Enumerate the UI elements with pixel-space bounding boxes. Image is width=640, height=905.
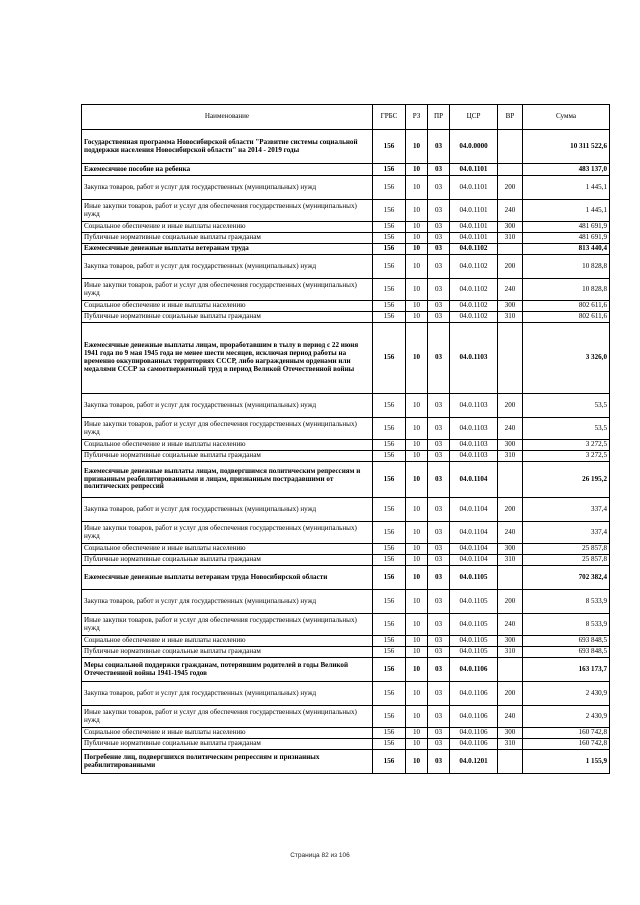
cell-csr: 04.0.1201 — [450, 750, 498, 774]
table-row — [82, 255, 610, 279]
cell-pr: 03 — [428, 706, 450, 728]
cell-name: Социальное обеспечение и иные выплаты населению — [82, 544, 373, 555]
table-header-row — [82, 105, 610, 130]
cell-sum: 481 691,9 — [523, 233, 610, 244]
cell-sum: 10 828,8 — [523, 279, 610, 301]
cell-sum: 26 195,2 — [523, 462, 610, 498]
cell-csr: 04.0.1102 — [450, 312, 498, 323]
table-row — [82, 739, 610, 750]
cell-vr: 310 — [498, 451, 523, 462]
cell-pr: 03 — [428, 255, 450, 279]
cell-sum: 160 742,8 — [523, 739, 610, 750]
cell-grbs: 156 — [373, 301, 406, 312]
cell-sum: 163 173,7 — [523, 658, 610, 682]
cell-sum: 2 430,9 — [523, 682, 610, 706]
cell-csr: 04.0.1102 — [450, 301, 498, 312]
table-row — [82, 462, 610, 498]
cell-rz: 10 — [406, 566, 428, 590]
table-row — [82, 555, 610, 566]
cell-csr: 04.0.1102 — [450, 244, 498, 255]
cell-pr: 03 — [428, 498, 450, 522]
cell-csr: 04.0.1101 — [450, 176, 498, 200]
cell-rz: 10 — [406, 222, 428, 233]
cell-grbs: 156 — [373, 739, 406, 750]
cell-name: Ежемесячные денежные выплаты ветеранам труда Новосибирской области — [82, 566, 373, 590]
cell-pr: 03 — [428, 279, 450, 301]
table-row — [82, 750, 610, 774]
cell-rz: 10 — [406, 636, 428, 647]
cell-pr: 03 — [428, 312, 450, 323]
header-sum: Сумма — [523, 105, 610, 130]
cell-pr: 03 — [428, 130, 450, 164]
header-name: Наименование — [82, 105, 373, 130]
cell-rz: 10 — [406, 739, 428, 750]
cell-csr: 04.0.1104 — [450, 555, 498, 566]
cell-pr: 03 — [428, 682, 450, 706]
cell-grbs: 156 — [373, 130, 406, 164]
cell-vr: 240 — [498, 418, 523, 440]
cell-vr — [498, 244, 523, 255]
cell-vr — [498, 462, 523, 498]
cell-grbs: 156 — [373, 255, 406, 279]
cell-csr: 04.0.1105 — [450, 636, 498, 647]
cell-pr: 03 — [428, 590, 450, 614]
cell-pr: 03 — [428, 544, 450, 555]
cell-vr — [498, 566, 523, 590]
cell-name: Публичные нормативные социальные выплаты гражданам — [82, 233, 373, 244]
cell-name: Ежемесячные денежные выплаты лицам, проработавшим в тылу в период с 22 июня 1941 года по 9 мая 1945 года не менее шести месяцев, исключая период работы на временно оккупированных территориях СССР, либо награжденным орденами или медалями СССР за самоотверженный труд в период Великой Отечественной войны — [82, 323, 373, 394]
table-row — [82, 164, 610, 176]
table-row — [82, 682, 610, 706]
cell-csr: 04.0.1106 — [450, 706, 498, 728]
cell-csr: 04.0.1102 — [450, 255, 498, 279]
cell-name: Публичные нормативные социальные выплаты гражданам — [82, 555, 373, 566]
cell-csr: 04.0.1105 — [450, 566, 498, 590]
cell-pr: 03 — [428, 222, 450, 233]
cell-csr: 04.0.1106 — [450, 739, 498, 750]
cell-csr: 04.0.1102 — [450, 279, 498, 301]
cell-sum: 160 742,8 — [523, 728, 610, 739]
table-row — [82, 222, 610, 233]
page-number: Страница 82 из 106 — [290, 852, 350, 859]
cell-rz: 10 — [406, 164, 428, 176]
cell-name: Социальное обеспечение и иные выплаты населению — [82, 301, 373, 312]
cell-grbs: 156 — [373, 312, 406, 323]
cell-grbs: 156 — [373, 323, 406, 394]
cell-vr — [498, 750, 523, 774]
cell-name: Публичные нормативные социальные выплаты гражданам — [82, 647, 373, 658]
cell-rz: 10 — [406, 440, 428, 451]
cell-vr: 200 — [498, 394, 523, 418]
cell-rz: 10 — [406, 544, 428, 555]
cell-rz: 10 — [406, 255, 428, 279]
cell-sum: 802 611,6 — [523, 312, 610, 323]
table-row — [82, 647, 610, 658]
cell-name: Меры социальной поддержки гражданам, потерявшим родителей в годы Великой Отечественной войны 1941-1945 годов — [82, 658, 373, 682]
cell-pr: 03 — [428, 323, 450, 394]
cell-rz: 10 — [406, 647, 428, 658]
cell-vr: 310 — [498, 555, 523, 566]
cell-pr: 03 — [428, 394, 450, 418]
cell-grbs: 156 — [373, 555, 406, 566]
cell-vr: 300 — [498, 728, 523, 739]
cell-csr: 04.0.1105 — [450, 647, 498, 658]
cell-vr: 310 — [498, 233, 523, 244]
cell-sum: 1 445,1 — [523, 176, 610, 200]
cell-sum: 693 848,5 — [523, 636, 610, 647]
cell-vr: 300 — [498, 440, 523, 451]
table-row — [82, 301, 610, 312]
cell-pr: 03 — [428, 750, 450, 774]
cell-vr: 240 — [498, 522, 523, 544]
cell-csr: 04.0.1101 — [450, 200, 498, 222]
table-row — [82, 440, 610, 451]
cell-rz: 10 — [406, 614, 428, 636]
cell-rz: 10 — [406, 233, 428, 244]
cell-sum: 802 611,6 — [523, 301, 610, 312]
table-row — [82, 522, 610, 544]
cell-sum: 3 272,5 — [523, 440, 610, 451]
cell-pr: 03 — [428, 555, 450, 566]
table-row — [82, 728, 610, 739]
cell-rz: 10 — [406, 279, 428, 301]
cell-pr: 03 — [428, 462, 450, 498]
cell-grbs: 156 — [373, 647, 406, 658]
cell-pr: 03 — [428, 176, 450, 200]
table-row — [82, 590, 610, 614]
cell-pr: 03 — [428, 418, 450, 440]
cell-csr: 04.0.1101 — [450, 233, 498, 244]
budget-table-container — [81, 104, 609, 774]
cell-pr: 03 — [428, 728, 450, 739]
table-row — [82, 658, 610, 682]
cell-sum: 10 311 522,6 — [523, 130, 610, 164]
table-row — [82, 176, 610, 200]
cell-sum: 25 857,8 — [523, 544, 610, 555]
cell-sum: 53,5 — [523, 394, 610, 418]
cell-rz: 10 — [406, 728, 428, 739]
cell-csr: 04.0.1101 — [450, 164, 498, 176]
table-row — [82, 130, 610, 164]
cell-vr: 200 — [498, 176, 523, 200]
cell-rz: 10 — [406, 555, 428, 566]
cell-grbs: 156 — [373, 728, 406, 739]
cell-vr: 240 — [498, 200, 523, 222]
cell-sum: 53,5 — [523, 418, 610, 440]
cell-pr: 03 — [428, 301, 450, 312]
cell-csr: 04.0.1103 — [450, 323, 498, 394]
cell-rz: 10 — [406, 312, 428, 323]
cell-rz: 10 — [406, 706, 428, 728]
cell-grbs: 156 — [373, 279, 406, 301]
cell-name: Закупка товаров, работ и услуг для государственных (муниципальных) нужд — [82, 590, 373, 614]
cell-rz: 10 — [406, 200, 428, 222]
cell-grbs: 156 — [373, 750, 406, 774]
cell-pr: 03 — [428, 244, 450, 255]
cell-grbs: 156 — [373, 636, 406, 647]
cell-csr: 04.0.1106 — [450, 658, 498, 682]
cell-vr: 240 — [498, 706, 523, 728]
cell-rz: 10 — [406, 590, 428, 614]
cell-csr: 04.0.1105 — [450, 590, 498, 614]
cell-name: Ежемесячное пособие на ребенка — [82, 164, 373, 176]
cell-grbs: 156 — [373, 614, 406, 636]
table-row — [82, 614, 610, 636]
cell-rz: 10 — [406, 462, 428, 498]
cell-sum: 10 828,8 — [523, 255, 610, 279]
cell-sum: 8 533,9 — [523, 590, 610, 614]
cell-grbs: 156 — [373, 544, 406, 555]
cell-grbs: 156 — [373, 566, 406, 590]
cell-pr: 03 — [428, 614, 450, 636]
cell-rz: 10 — [406, 451, 428, 462]
table-row — [82, 244, 610, 255]
cell-name: Социальное обеспечение и иные выплаты населению — [82, 728, 373, 739]
cell-vr — [498, 164, 523, 176]
table-row — [82, 706, 610, 728]
cell-pr: 03 — [428, 647, 450, 658]
cell-csr: 04.0.1103 — [450, 418, 498, 440]
cell-rz: 10 — [406, 323, 428, 394]
cell-sum: 3 272,5 — [523, 451, 610, 462]
cell-name: Иные закупки товаров, работ и услуг для обеспечения государственных (муниципальных) нужд — [82, 614, 373, 636]
cell-name: Иные закупки товаров, работ и услуг для обеспечения государственных (муниципальных) нужд — [82, 706, 373, 728]
cell-name: Закупка товаров, работ и услуг для государственных (муниципальных) нужд — [82, 682, 373, 706]
cell-vr: 300 — [498, 636, 523, 647]
cell-grbs: 156 — [373, 590, 406, 614]
cell-grbs: 156 — [373, 418, 406, 440]
cell-csr: 04.0.1106 — [450, 682, 498, 706]
cell-pr: 03 — [428, 200, 450, 222]
cell-csr: 04.0.1103 — [450, 451, 498, 462]
cell-pr: 03 — [428, 658, 450, 682]
cell-grbs: 156 — [373, 658, 406, 682]
table-row — [82, 394, 610, 418]
cell-sum: 813 440,4 — [523, 244, 610, 255]
header-vr: ВР — [498, 105, 523, 130]
cell-name: Социальное обеспечение и иные выплаты населению — [82, 636, 373, 647]
table-body — [82, 130, 610, 774]
table-row — [82, 451, 610, 462]
cell-csr: 04.0.1105 — [450, 614, 498, 636]
cell-sum: 337,4 — [523, 498, 610, 522]
header-grbs: ГРБС — [373, 105, 406, 130]
cell-sum: 481 691,9 — [523, 222, 610, 233]
cell-csr: 04.0.1104 — [450, 522, 498, 544]
cell-grbs: 156 — [373, 498, 406, 522]
cell-name: Иные закупки товаров, работ и услуг для обеспечения государственных (муниципальных) нужд — [82, 279, 373, 301]
table-row — [82, 418, 610, 440]
cell-sum: 25 857,8 — [523, 555, 610, 566]
cell-sum: 3 326,0 — [523, 323, 610, 394]
budget-table — [81, 104, 610, 774]
cell-rz: 10 — [406, 301, 428, 312]
cell-name: Публичные нормативные социальные выплаты гражданам — [82, 739, 373, 750]
cell-sum: 693 848,5 — [523, 647, 610, 658]
table-row — [82, 312, 610, 323]
cell-rz: 10 — [406, 682, 428, 706]
cell-pr: 03 — [428, 522, 450, 544]
cell-vr — [498, 130, 523, 164]
cell-vr: 300 — [498, 544, 523, 555]
cell-grbs: 156 — [373, 394, 406, 418]
cell-vr: 300 — [498, 301, 523, 312]
table-row — [82, 279, 610, 301]
cell-csr: 04.0.1103 — [450, 440, 498, 451]
cell-grbs: 156 — [373, 222, 406, 233]
cell-vr: 310 — [498, 647, 523, 658]
cell-grbs: 156 — [373, 682, 406, 706]
header-csr: ЦСР — [450, 105, 498, 130]
cell-grbs: 156 — [373, 440, 406, 451]
cell-name: Ежемесячные денежные выплаты ветеранам труда — [82, 244, 373, 255]
cell-vr: 200 — [498, 590, 523, 614]
header-rz: РЗ — [406, 105, 428, 130]
cell-name: Закупка товаров, работ и услуг для государственных (муниципальных) нужд — [82, 255, 373, 279]
cell-csr: 04.0.0000 — [450, 130, 498, 164]
cell-name: Публичные нормативные социальные выплаты гражданам — [82, 451, 373, 462]
cell-vr — [498, 323, 523, 394]
cell-rz: 10 — [406, 750, 428, 774]
table-row — [82, 233, 610, 244]
cell-sum: 1 445,1 — [523, 200, 610, 222]
cell-vr: 240 — [498, 614, 523, 636]
cell-sum: 702 382,4 — [523, 566, 610, 590]
cell-name: Публичные нормативные социальные выплаты гражданам — [82, 312, 373, 323]
table-row — [82, 323, 610, 394]
cell-vr — [498, 658, 523, 682]
cell-pr: 03 — [428, 566, 450, 590]
cell-csr: 04.0.1103 — [450, 394, 498, 418]
cell-grbs: 156 — [373, 462, 406, 498]
cell-rz: 10 — [406, 130, 428, 164]
cell-grbs: 156 — [373, 451, 406, 462]
cell-name: Социальное обеспечение и иные выплаты населению — [82, 222, 373, 233]
cell-pr: 03 — [428, 739, 450, 750]
cell-rz: 10 — [406, 176, 428, 200]
cell-csr: 04.0.1106 — [450, 728, 498, 739]
cell-rz: 10 — [406, 522, 428, 544]
cell-grbs: 156 — [373, 522, 406, 544]
table-row — [82, 544, 610, 555]
cell-name: Иные закупки товаров, работ и услуг для обеспечения государственных (муниципальных) нужд — [82, 522, 373, 544]
table-row — [82, 566, 610, 590]
cell-vr: 310 — [498, 739, 523, 750]
cell-grbs: 156 — [373, 164, 406, 176]
cell-grbs: 156 — [373, 706, 406, 728]
header-pr: ПР — [428, 105, 450, 130]
cell-csr: 04.0.1104 — [450, 498, 498, 522]
cell-pr: 03 — [428, 440, 450, 451]
cell-grbs: 156 — [373, 200, 406, 222]
cell-vr: 200 — [498, 498, 523, 522]
cell-name: Иные закупки товаров, работ и услуг для обеспечения государственных (муниципальных) нужд — [82, 200, 373, 222]
cell-vr: 240 — [498, 279, 523, 301]
cell-rz: 10 — [406, 658, 428, 682]
cell-rz: 10 — [406, 244, 428, 255]
cell-rz: 10 — [406, 498, 428, 522]
cell-pr: 03 — [428, 164, 450, 176]
cell-vr: 200 — [498, 682, 523, 706]
cell-sum: 1 155,9 — [523, 750, 610, 774]
cell-name: Закупка товаров, работ и услуг для государственных (муниципальных) нужд — [82, 498, 373, 522]
cell-name: Ежемесячные денежные выплаты лицам, подвергшимся политическим репрессиям и признанным реабилитированными и лицам, признанным пострадавшими от политических репрессий — [82, 462, 373, 498]
cell-rz: 10 — [406, 394, 428, 418]
table-row — [82, 636, 610, 647]
cell-name: Государственная программа Новосибирской области "Развитие системы социальной поддержки населения Новосибирской области" на 2014 - 2019 годы — [82, 130, 373, 164]
cell-vr: 310 — [498, 312, 523, 323]
cell-name: Иные закупки товаров, работ и услуг для обеспечения государственных (муниципальных) нужд — [82, 418, 373, 440]
cell-csr: 04.0.1104 — [450, 544, 498, 555]
cell-vr: 300 — [498, 222, 523, 233]
cell-rz: 10 — [406, 418, 428, 440]
cell-sum: 2 430,9 — [523, 706, 610, 728]
cell-sum: 8 533,9 — [523, 614, 610, 636]
cell-name: Закупка товаров, работ и услуг для государственных (муниципальных) нужд — [82, 394, 373, 418]
cell-csr: 04.0.1101 — [450, 222, 498, 233]
table-row — [82, 498, 610, 522]
cell-sum: 337,4 — [523, 522, 610, 544]
cell-grbs: 156 — [373, 244, 406, 255]
cell-sum: 483 137,0 — [523, 164, 610, 176]
cell-name: Социальное обеспечение и иные выплаты населению — [82, 440, 373, 451]
cell-name: Погребение лиц, подвергшихся политическим репрессиям и признанных реабилитированными — [82, 750, 373, 774]
cell-vr: 200 — [498, 255, 523, 279]
cell-pr: 03 — [428, 451, 450, 462]
cell-csr: 04.0.1104 — [450, 462, 498, 498]
cell-name: Закупка товаров, работ и услуг для государственных (муниципальных) нужд — [82, 176, 373, 200]
cell-grbs: 156 — [373, 176, 406, 200]
cell-pr: 03 — [428, 233, 450, 244]
cell-pr: 03 — [428, 636, 450, 647]
cell-grbs: 156 — [373, 233, 406, 244]
table-row — [82, 200, 610, 222]
